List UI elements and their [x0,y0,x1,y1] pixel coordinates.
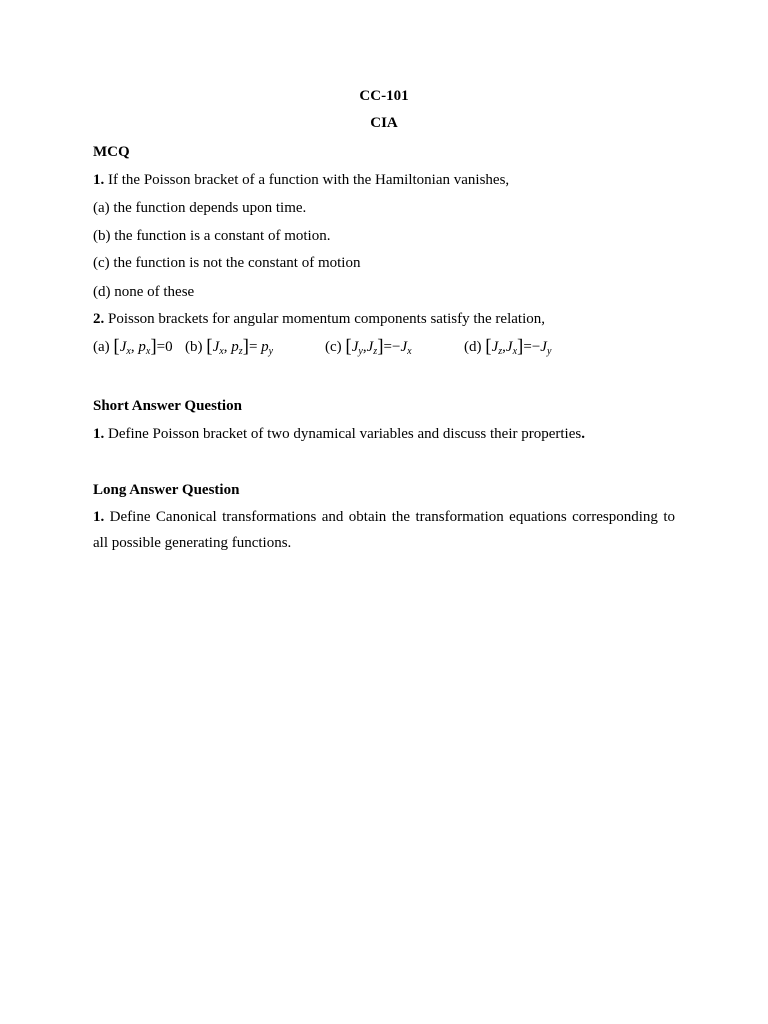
math-symbol: p [138,339,146,355]
math-symbol: J [119,339,127,355]
course-code: CC-101 [359,88,409,104]
short-answer-question-1 [93,425,675,443]
long-answer-question-1 [93,504,675,556]
math-subscript: y [546,346,552,357]
math-symbol: J [400,339,408,355]
option-label: (b) [185,339,203,355]
math-subscript: x [126,346,131,357]
mcq-q2-option-a: (a) [$J_x$, $p_x]=0$ [93,336,173,357]
math-symbol: p [261,339,269,355]
math-subscript: x [407,346,412,357]
question-number: 2. [93,311,105,327]
mcq-q2-option-b: (b) [$J_x$, $p_z]= p_y$ [185,336,274,357]
short-answer-heading: Short Answer Question [93,398,242,414]
question-text: Define Canonical transformations and obtain the transformation equations corresponding to all possible generating functions. [93,509,675,551]
document-subtitle: CIA [370,115,398,131]
question-text: Define Poisson bracket of two dynamical variables and discuss their properties [108,426,582,442]
question-end-punctuation: . [581,426,585,442]
math-symbol: J [212,339,220,355]
mcq-question-2 [93,310,675,328]
math-subscript: x [219,346,224,357]
math-symbol: J [540,339,547,355]
math-rhs: = [248,339,258,355]
mcq-heading: MCQ [93,144,130,160]
mcq-q1-option-d: (d) none of these [93,284,195,300]
math-symbol: J [491,339,499,355]
mcq-q1-option-a: (a) the function depends upon time. [93,200,307,216]
question-number: 1. [93,426,105,442]
math-subscript: z [498,346,503,357]
mcq-q1-option-c: (c) the function is not the constant of motion [93,255,361,271]
math-subscript: z [373,346,378,357]
question-text: If the Poisson bracket of a function with the Hamiltonian vanishes, [108,172,510,188]
math-subscript: x [512,346,518,357]
long-answer-heading: Long Answer Question [93,482,240,498]
math-rhs: =− [523,339,541,355]
math-symbol: p [231,339,239,355]
mcq-q2-options [93,338,675,362]
math-rhs: =− [383,339,401,355]
question-text: Poisson brackets for angular momentum components satisfy the relation, [108,311,545,327]
option-label: (a) [93,339,110,355]
mcq-question-1 [93,171,675,189]
question-number: 1. [93,172,105,188]
mcq-q2-option-c: (c) $[J_y,J_z]=-J_x$ [325,336,412,357]
mcq-q1-option-b: (b) the function is a constant of motion. [93,228,331,244]
math-symbol: J [351,339,359,355]
math-symbol: J [505,339,513,355]
math-subscript: y [268,346,274,357]
option-label: (d) [464,339,482,355]
mcq-q2-option-d: (d) $[J_z,J_x]=-J_y$ [464,336,552,357]
math-subscript: z [238,346,243,357]
option-label: (c) [325,339,342,355]
math-rhs: =0 [156,339,173,355]
math-subscript: x [145,346,151,357]
question-number: 1. [93,509,105,525]
math-symbol: J [366,339,374,355]
math-subscript: y [358,346,363,357]
